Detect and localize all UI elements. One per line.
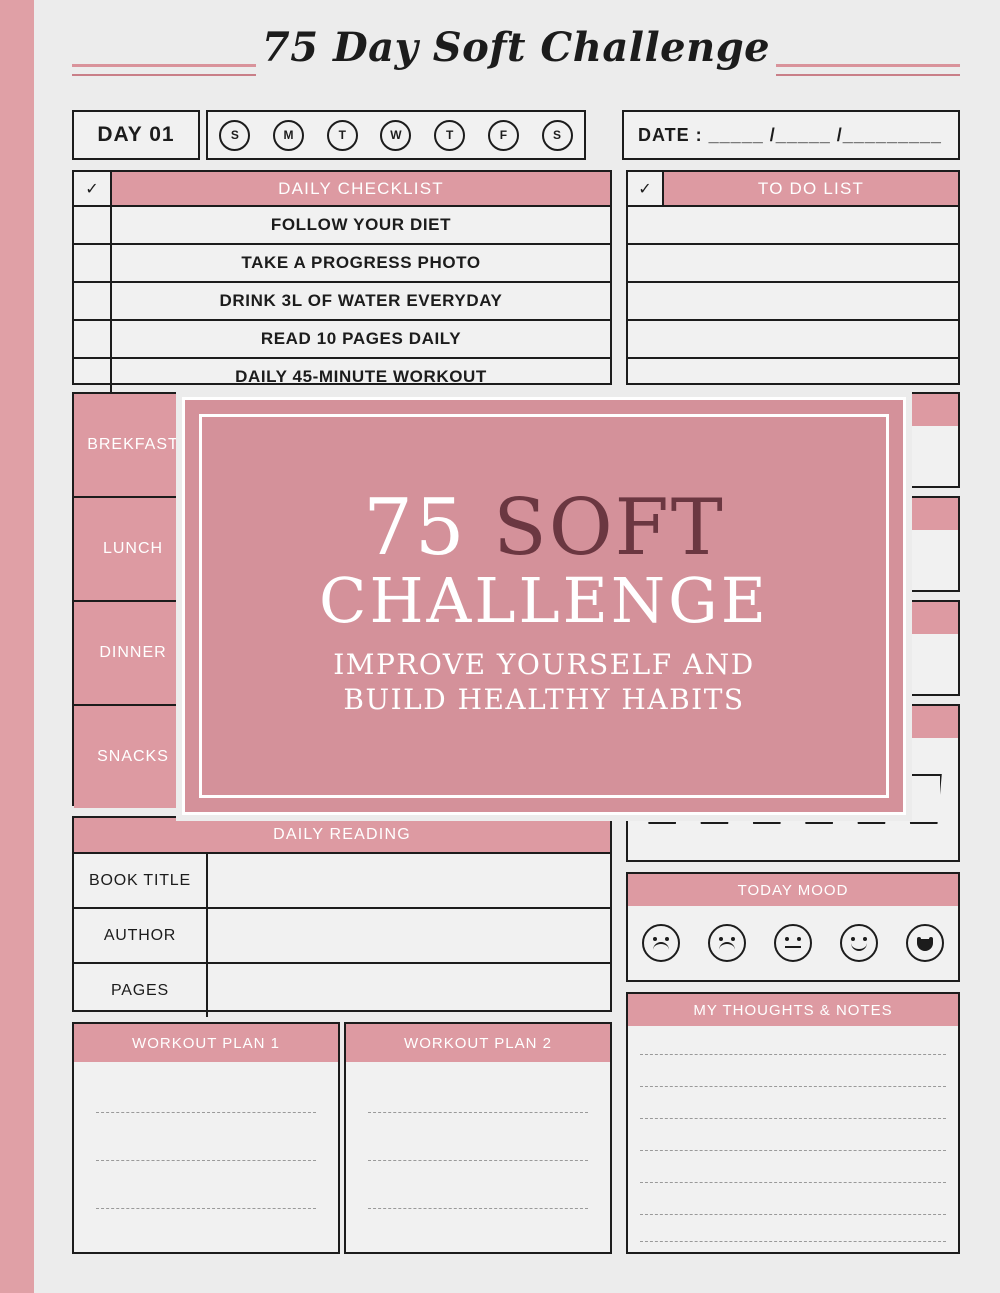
today-mood-header: TODAY MOOD	[628, 874, 958, 906]
reading-field-label: AUTHOR	[74, 909, 208, 962]
page-sheet	[34, 0, 1000, 1293]
day-number-box: DAY 01	[72, 110, 200, 160]
writing-line	[640, 1054, 946, 1055]
page-header	[72, 24, 960, 94]
check-icon: ✓	[74, 172, 112, 205]
weekday-thursday[interactable]: T	[434, 120, 465, 151]
workout-plan-2-header: WORKOUT PLAN 2	[346, 1024, 610, 1062]
writing-line	[640, 1086, 946, 1087]
mood-neutral-icon[interactable]	[774, 924, 812, 962]
date-field[interactable]: DATE : _____ /_____ /_________	[622, 110, 960, 160]
checklist-row[interactable]	[74, 243, 610, 281]
reading-row[interactable]	[74, 962, 610, 1017]
check-icon: ✓	[628, 172, 664, 205]
reading-field-value[interactable]	[208, 909, 610, 962]
mood-very-happy-icon[interactable]	[906, 924, 944, 962]
checklist-checkbox[interactable]	[74, 359, 112, 395]
thoughts-notes-box	[626, 992, 960, 1254]
cover-word-soft: SOFT	[493, 483, 725, 574]
workout-plan-1-writing-area[interactable]	[74, 1062, 338, 1252]
checklist-item-label: READ 10 PAGES DAILY	[260, 329, 462, 348]
workout-plan-1-header: WORKOUT PLAN 1	[74, 1024, 338, 1062]
workout-plan-2-box	[344, 1022, 612, 1254]
cover-title-line-1	[363, 483, 725, 574]
checklist-item-label: DRINK 3L OF WATER EVERYDAY	[219, 291, 503, 310]
checklist-checkbox[interactable]	[74, 245, 112, 281]
meal-label: DINNER	[74, 602, 194, 704]
reading-field-label: PAGES	[74, 964, 208, 1017]
reading-row[interactable]	[74, 907, 610, 962]
checklist-header-row	[74, 172, 610, 205]
weekday-tuesday[interactable]: T	[327, 120, 358, 151]
checklist-row[interactable]	[74, 319, 610, 357]
reading-field-value[interactable]	[208, 964, 610, 1017]
checklist-item-label: FOLLOW YOUR DIET	[270, 215, 452, 234]
checklist-header-label: DAILY CHECKLIST	[112, 172, 610, 205]
writing-line	[640, 1150, 946, 1151]
daily-reading-box	[72, 816, 612, 1012]
notes-writing-area[interactable]	[628, 1026, 958, 1252]
workout-plan-2-writing-area[interactable]	[346, 1062, 610, 1252]
cover-subtitle-line-1: IMPROVE YOURSELF AND	[333, 647, 755, 681]
today-mood-box	[626, 872, 960, 982]
writing-line	[368, 1208, 588, 1209]
workout-plans-section	[72, 1022, 612, 1254]
cover-subtitle-line-2: BUILD HEALTHY HABITS	[343, 682, 745, 716]
workout-plan-1-box	[72, 1022, 340, 1254]
todo-header-row	[628, 172, 958, 205]
writing-line	[96, 1112, 316, 1113]
checklist-row[interactable]	[74, 205, 610, 243]
cover-title-line-2: CHALLENGE	[319, 563, 769, 637]
mood-very-sad-icon[interactable]	[642, 924, 680, 962]
writing-line	[640, 1214, 946, 1215]
checklist-row[interactable]	[74, 281, 610, 319]
weekday-monday[interactable]: M	[273, 120, 304, 151]
weekday-selector[interactable]	[206, 110, 586, 160]
checklist-item-label: TAKE A PROGRESS PHOTO	[241, 253, 481, 272]
daily-reading-header: DAILY READING	[74, 818, 610, 852]
page-spine	[0, 0, 34, 1293]
checklist-row[interactable]	[74, 357, 610, 395]
reading-field-value[interactable]	[208, 854, 610, 907]
weekday-saturday[interactable]: S	[542, 120, 573, 151]
checklist-checkbox[interactable]	[74, 207, 112, 243]
writing-line	[368, 1160, 588, 1161]
cover-overlay	[182, 397, 906, 815]
page-title: 75 Day Soft Challenge	[261, 24, 771, 71]
writing-line	[640, 1241, 946, 1242]
reading-row[interactable]	[74, 852, 610, 907]
reading-field-label: BOOK TITLE	[74, 854, 208, 907]
meal-label: LUNCH	[74, 498, 194, 600]
meal-label: BREKFAST	[74, 394, 194, 496]
checklist-checkbox[interactable]	[74, 283, 112, 319]
writing-line	[96, 1208, 316, 1209]
cover-number: 75	[363, 483, 467, 574]
meal-label: SNACKS	[74, 706, 194, 808]
thoughts-notes-header: MY THOUGHTS & NOTES	[628, 994, 958, 1026]
cover-subtitle	[333, 647, 755, 717]
weekday-sunday[interactable]: S	[219, 120, 250, 151]
writing-line	[640, 1182, 946, 1183]
daily-checklist	[72, 170, 612, 385]
todo-row[interactable]	[628, 243, 958, 281]
cover-inner-frame	[199, 414, 889, 798]
todo-header-label: TO DO LIST	[664, 172, 958, 205]
writing-line	[368, 1112, 588, 1113]
mood-happy-icon[interactable]	[840, 924, 878, 962]
mood-sad-icon[interactable]	[708, 924, 746, 962]
checklist-checkbox[interactable]	[74, 321, 112, 357]
todo-row[interactable]	[628, 319, 958, 357]
water-cup-icon[interactable]	[906, 774, 942, 824]
todo-row[interactable]	[628, 281, 958, 319]
todo-list	[626, 170, 960, 385]
mood-faces-row[interactable]	[628, 906, 958, 980]
writing-line	[96, 1160, 316, 1161]
todo-row[interactable]	[628, 205, 958, 243]
writing-line	[640, 1118, 946, 1119]
todo-row[interactable]	[628, 357, 958, 395]
checklist-item-label: DAILY 45-MINUTE WORKOUT	[235, 367, 487, 386]
weekday-friday[interactable]: F	[488, 120, 519, 151]
weekday-wednesday[interactable]: W	[380, 120, 411, 151]
